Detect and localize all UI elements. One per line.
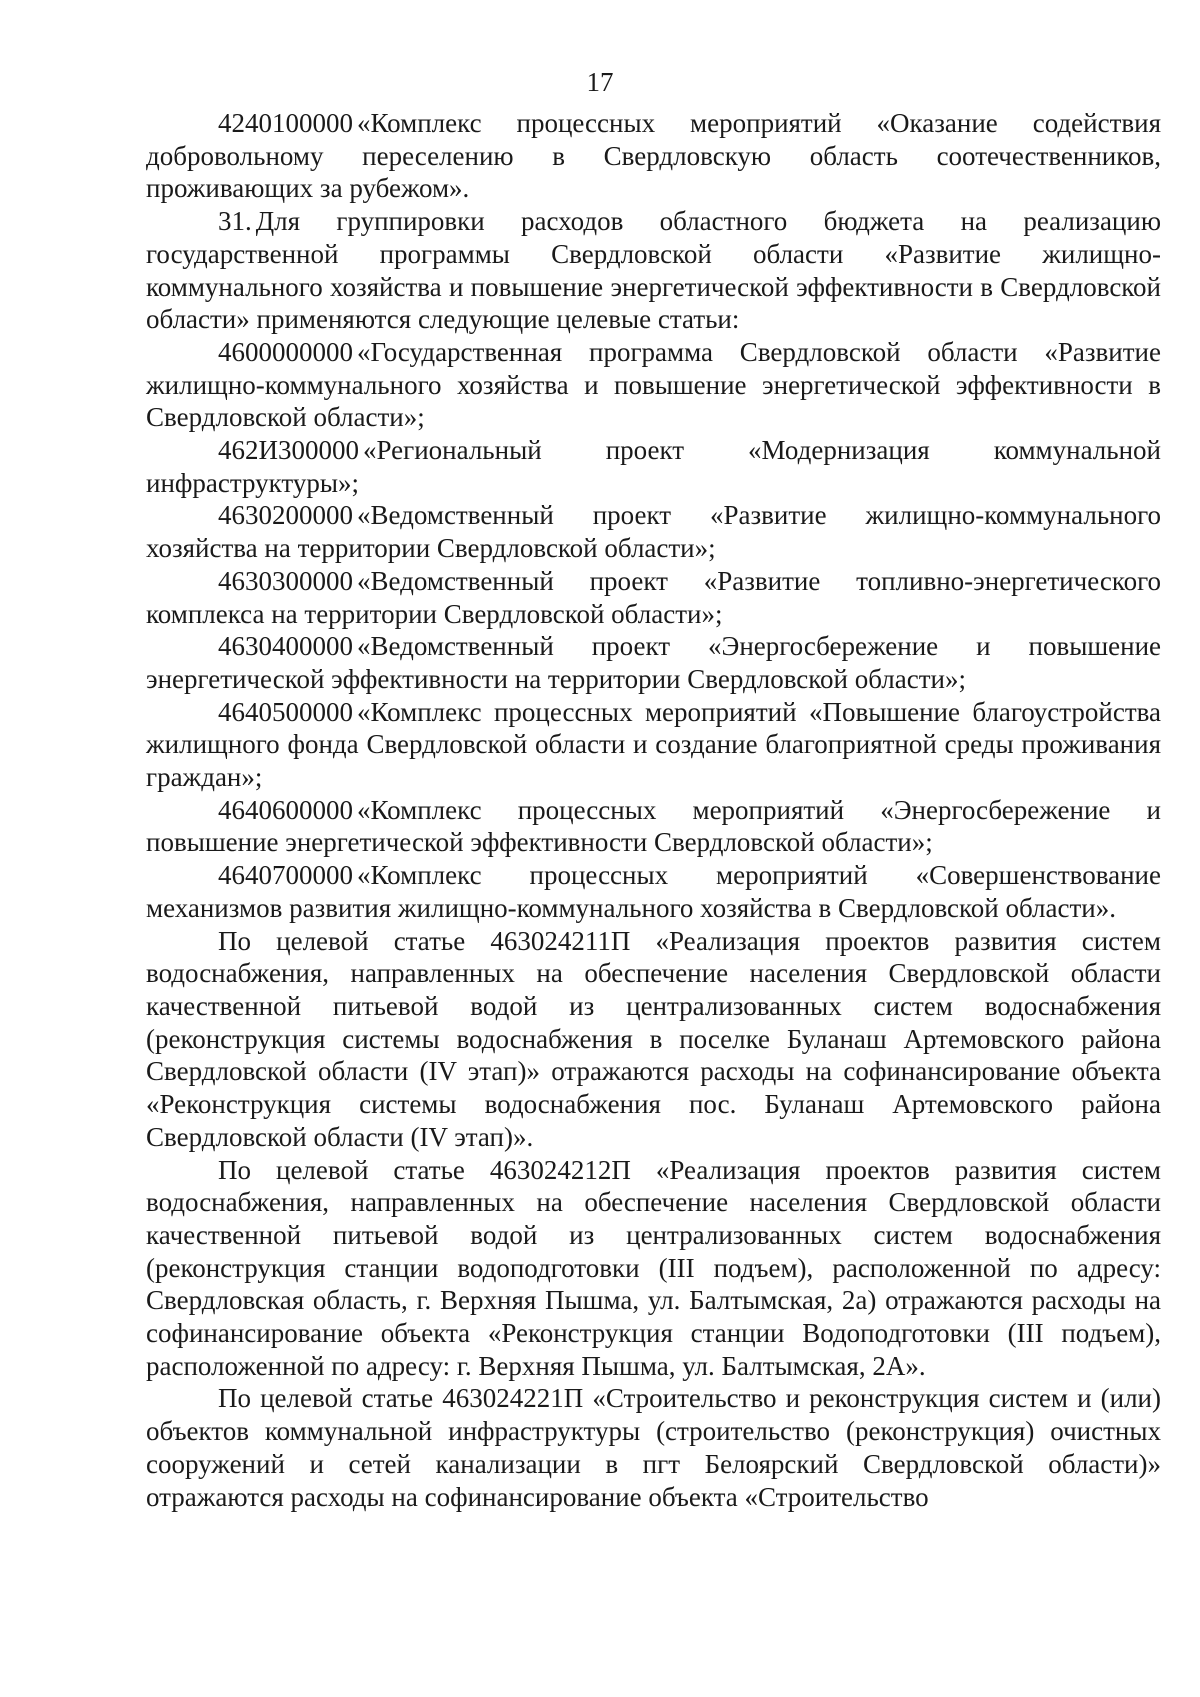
paragraph-target-article-4240100000 [146,107,1161,205]
paragraph-target-article-4640500000 [146,696,1161,794]
paragraph-target-article-4630200000 [146,499,1161,564]
paragraph-target-article-4600000000 [146,336,1161,434]
paragraph-text: «Ведомственный проект «Энергосбережение и повышение энергетической эффективности на территории Свердловской области»; [146,631,1161,694]
paragraph-text: «Комплекс процессных мероприятий «Повышение благоустройства жилищного фонда Свердловской области и создание благоприятной среды проживания граждан»; [146,696,1161,793]
paragraph-target-article-4630400000 [146,630,1161,695]
target-article-code: 4240100000 [218,108,353,138]
paragraph-text: По целевой статье 463024212П «Реализация проектов развития систем водоснабжения, направленных на обеспечение населения Свердловской области качественной питьевой водой из централизованных систем водоснабжения (реконструкция станции водоподготовки (III подъем), расположенной по адресу: Свердловская область, г. Верхняя Пышма, ул. Балтымская, 2а) отражаются расходы на софинансирование объекта «Реконструкция станции Водоподготовки (III подъем), расположенной по адресу: г. Верхняя Пышма, ул. Балтымская, 2А». [146,1154,1161,1381]
paragraph-text: «Региональный проект «Модернизация коммунальной инфраструктуры»; [146,435,1161,498]
paragraph-target-article-462I300000 [146,434,1161,499]
paragraph-clause-31 [146,205,1161,336]
target-article-code: 462И300000 [218,435,359,466]
document-body [146,107,1161,1513]
paragraph-text: «Ведомственный проект «Развитие жилищно-коммунального хозяйства на территории Свердловской области»; [146,500,1161,564]
paragraph-target-article-463024212P [146,1154,1161,1383]
paragraph-text: «Комплекс процессных мероприятий «Совершенствование механизмов развития жилищно-коммунального хозяйства в Свердловской области». [146,860,1161,923]
target-article-code: 4630300000 [218,565,353,596]
paragraph-target-article-4630300000 [146,565,1161,630]
paragraph-target-article-4640700000 [146,859,1161,924]
paragraph-text: «Комплекс процессных мероприятий «Оказание содействия добровольному переселению в Свердловскую область соотечественников, проживающих за рубежом». [146,108,1161,204]
clause-number: 31. [218,206,252,237]
paragraph-text: «Государственная программа Свердловской области «Развитие жилищно-коммунального хозяйства и повышение энергетической эффективности в Свердловской области»; [146,336,1161,433]
target-article-code: 4640600000 [218,794,353,825]
page-number: 17 [586,67,614,97]
target-article-code: 4630400000 [218,631,353,662]
paragraph-target-article-463024211P [146,925,1161,1154]
paragraph-text: «Ведомственный проект «Развитие топливно-энергетического комплекса на территории Свердловской области»; [146,565,1161,629]
paragraph-text: По целевой статье 463024221П «Строительство и реконструкция систем и (или) объектов коммунальной инфраструктуры (строительство (реконструкция) очистных сооружений и сетей канализации в пгт Белоярский Свердловской области)» отражаются расходы на софинансирование объекта «Строительство [146,1383,1161,1512]
target-article-code: 4630200000 [218,500,353,531]
paragraph-text: «Комплекс процессных мероприятий «Энергосбережение и повышение энергетической эффективности Свердловской области»; [146,794,1161,858]
paragraph-text: По целевой статье 463024211П «Реализация проектов развития систем водоснабжения, направленных на обеспечение населения Свердловской области качественной питьевой водой из централизованных систем водоснабжения (реконструкция системы водоснабжения в поселке Буланаш Артемовского района Свердловской области (IV этап)» отражаются расходы на софинансирование объекта «Реконструкция системы водоснабжения пос. Буланаш Артемовского района Свердловской области (IV этап)». [146,925,1161,1152]
paragraph-target-article-463024221P [146,1382,1161,1513]
paragraph-text: Для группировки расходов областного бюджета на реализацию государственной программы Свердловской области «Развитие жилищно-коммунального хозяйства и повышение энергетической эффективности в Свердловской области» применяются следующие целевые статьи: [146,206,1161,335]
target-article-code: 4640700000 [218,860,353,891]
target-article-code: 4640500000 [218,696,353,727]
paragraph-target-article-4640600000 [146,794,1161,859]
target-article-code: 4600000000 [218,336,353,367]
